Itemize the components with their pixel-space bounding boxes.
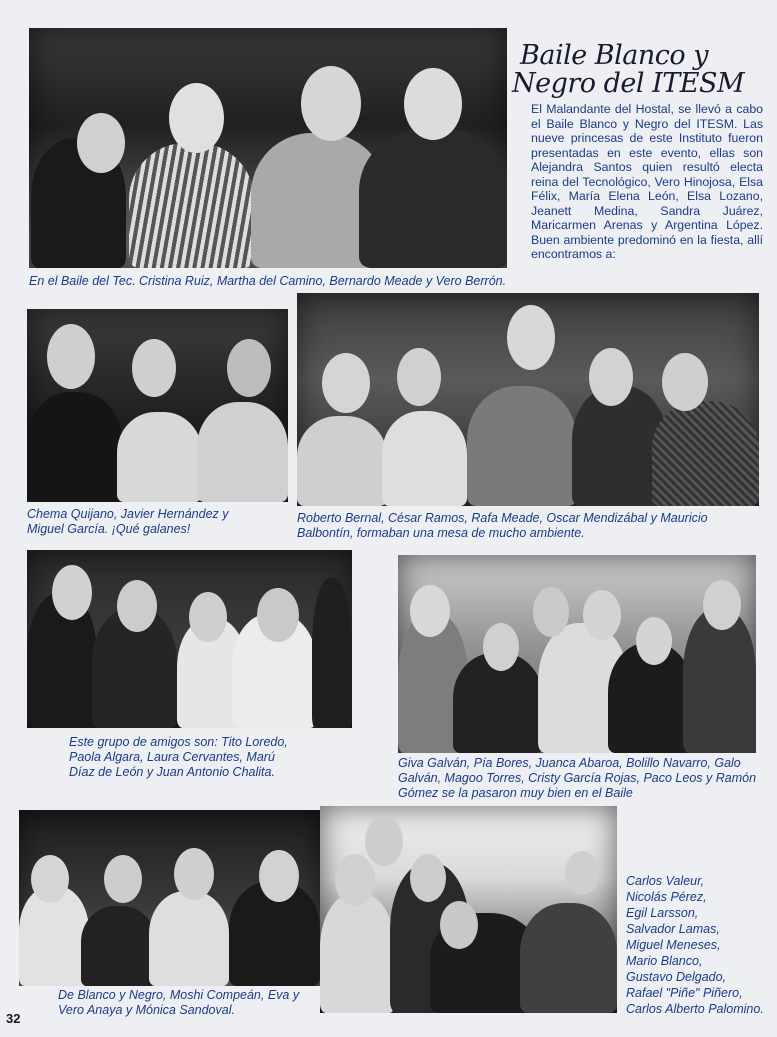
caption-photo6: De Blanco y Negro, Moshi Compeán, Eva y Vero Anaya y Mónica Sandoval.	[58, 988, 300, 1017]
caption-photo4: Este grupo de amigos son: Tito Loredo, Paola Algara, Laura Cervantes, Marú Díaz de León y Juan Antonio Chalita.	[69, 735, 288, 779]
title-line1: Baile Blanco y	[520, 40, 708, 71]
name-item: Miguel Meneses,	[626, 938, 721, 952]
title-line2: Negro del ITESM	[512, 68, 745, 99]
name-item: Rafael "Piñe" Piñero,	[626, 986, 743, 1000]
name-item: Carlos Alberto Palomino.	[626, 1002, 764, 1016]
photo-mesa-ambiente	[297, 293, 759, 506]
caption-photo2: Chema Quijano, Javier Hernández y Miguel García. ¡Qué galanes!	[27, 507, 229, 536]
name-item: Carlos Valeur,	[626, 874, 705, 888]
photo-grupo-chicos	[320, 806, 617, 1013]
article-body: El Malandante del Hostal, se llevó a cabo el Baile Blanco y Negro del ITESM. Las nueve princesas de este Instituto fueron presentadas en este evento, ellas son Alejandra Santos quien resultó electa reina del Tecnológico, Vero Hinojosa, Elsa Félix, María Elena León, Elsa Lozano, Jeanett Medina, Sandra Juárez, Maricarmen Arenas y Argentina López. Buen ambiente predominó en la fiesta, allí encontramos a:	[531, 102, 763, 261]
page-number: 32	[6, 1011, 21, 1026]
name-item: Egil Larsson,	[626, 906, 699, 920]
photo-grupo-amigos	[27, 550, 352, 728]
name-item: Nicolás Pérez,	[626, 890, 707, 904]
article-title	[512, 42, 767, 98]
photo-blanco-negro-chicas	[19, 810, 320, 986]
photo-baile-grupo	[398, 555, 756, 753]
caption-photo7-names	[626, 873, 776, 1017]
photo-galanes	[27, 309, 288, 502]
caption-photo5: Giva Galván, Pía Bores, Juanca Abaroa, Bolillo Navarro, Galo Galván, Magoo Torres, Cristy García Rojas, Paco Leos y Ramón Gómez se la pasaron muy bien en el Baile	[398, 756, 757, 800]
name-item: Mario Blanco,	[626, 954, 703, 968]
name-item: Salvador Lamas,	[626, 922, 720, 936]
caption-photo3: Roberto Bernal, César Ramos, Rafa Meade, Oscar Mendizábal y Mauricio Balbontín, formaban una mesa de mucho ambiente.	[297, 511, 708, 540]
photo-baile-tec-group	[29, 28, 507, 268]
caption-photo1: En el Baile del Tec. Cristina Ruiz, Martha del Camino, Bernardo Meade y Vero Berrón.	[29, 274, 507, 288]
name-item: Gustavo Delgado,	[626, 970, 727, 984]
